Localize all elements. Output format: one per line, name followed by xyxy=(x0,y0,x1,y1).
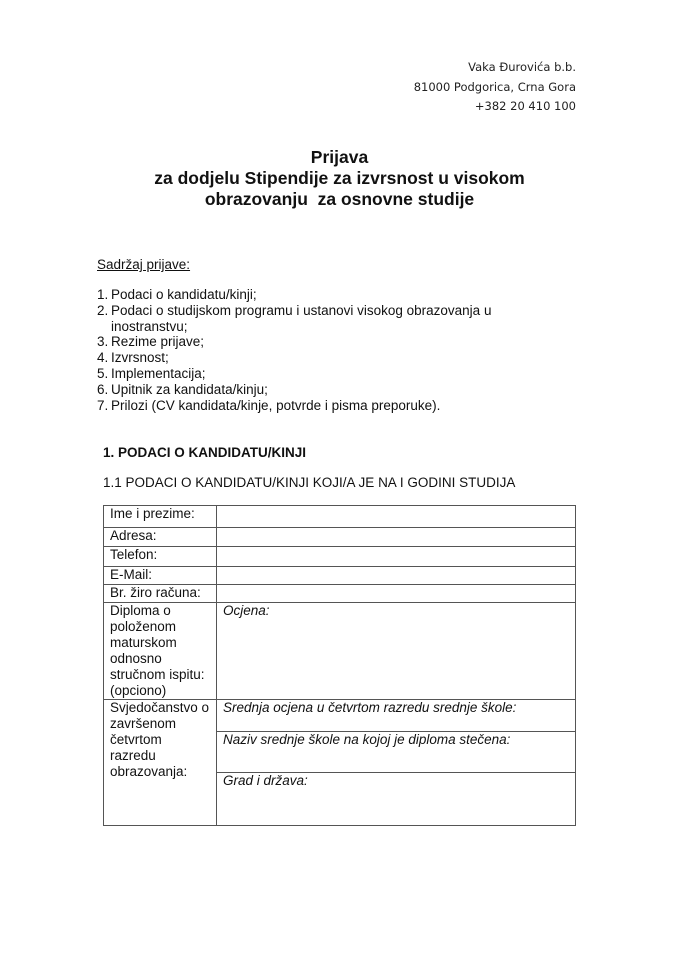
item-number: 5. xyxy=(97,365,109,381)
item-text: Podaci o kandidatu/kinji; xyxy=(111,287,257,302)
item-number: 4. xyxy=(97,350,109,366)
subsection-heading: 1.1 PODACI O KANDIDATU/KINJI KOJI/A JE NA I GODINI STUDIJA xyxy=(103,475,516,490)
contents-item xyxy=(97,366,537,382)
contents-item xyxy=(97,287,537,303)
label-address: Adresa: xyxy=(104,528,217,547)
label-certificate: Svjedočanstvo o završenom četvrtom razredu obrazovanja: xyxy=(104,700,217,826)
item-number: 3. xyxy=(97,334,109,350)
label-diploma: Diploma o položenom maturskom odnosno stručnom ispitu: (opciono) xyxy=(104,603,217,700)
account-field[interactable] xyxy=(217,585,576,603)
label-name: Ime i prezime: xyxy=(104,506,217,528)
institution-address xyxy=(414,58,576,117)
item-text: Implementacija; xyxy=(111,365,206,381)
grade-field[interactable]: Ocjena: xyxy=(217,603,576,700)
address-line: Vaka Đurovića b.b. xyxy=(468,60,576,74)
label-phone: Telefon: xyxy=(104,547,217,567)
contents-item xyxy=(97,303,537,335)
address-line: 81000 Podgorica, Crna Gora xyxy=(413,79,576,94)
school-name-field[interactable]: Naziv srednje škole na kojoj je diploma stečena: xyxy=(217,732,576,773)
contents-item xyxy=(97,398,537,414)
item-number: 2. xyxy=(97,302,109,318)
avg-grade-field[interactable]: Srednja ocjena u četvrtom razredu srednje škole: xyxy=(217,700,576,732)
email-field[interactable] xyxy=(217,567,576,585)
title-line: za dodjelu Stipendije za izvrsnost u visokom xyxy=(154,168,525,188)
title-line: Prijava xyxy=(310,147,369,167)
item-number: 7. xyxy=(97,397,109,413)
document-title xyxy=(0,147,679,210)
city-country-field[interactable]: Grad i država: xyxy=(217,773,576,826)
contents-heading: Sadržaj prijave: xyxy=(97,257,191,272)
phone-line: +382 20 410 100 xyxy=(474,99,576,113)
item-text: Upitnik za kandidata/kinju; xyxy=(111,381,268,397)
title-line: obrazovanju za osnovne studije xyxy=(204,189,475,209)
phone-field[interactable] xyxy=(217,547,576,567)
item-text: Prilozi (CV kandidata/kinje, potvrde i pisma preporuke). xyxy=(111,397,441,413)
address-field[interactable] xyxy=(217,528,576,547)
item-text: Izvrsnost; xyxy=(111,350,169,366)
candidate-form-table xyxy=(103,505,576,826)
item-text: Podaci o studijskom programu i ustanovi visokog obrazovanja u inostranstvu; xyxy=(111,302,492,334)
label-account: Br. žiro računa: xyxy=(104,585,217,603)
contents-item xyxy=(97,350,537,366)
name-field[interactable] xyxy=(217,506,576,528)
label-email: E-Mail: xyxy=(104,567,217,585)
section-heading: 1. PODACI O KANDIDATU/KINJI xyxy=(103,445,307,460)
item-number: 1. xyxy=(97,287,109,302)
item-number: 6. xyxy=(97,381,109,397)
contents-list xyxy=(97,287,537,413)
contents-item xyxy=(97,334,537,350)
item-text: Rezime prijave; xyxy=(111,334,205,350)
contents-item xyxy=(97,382,537,398)
